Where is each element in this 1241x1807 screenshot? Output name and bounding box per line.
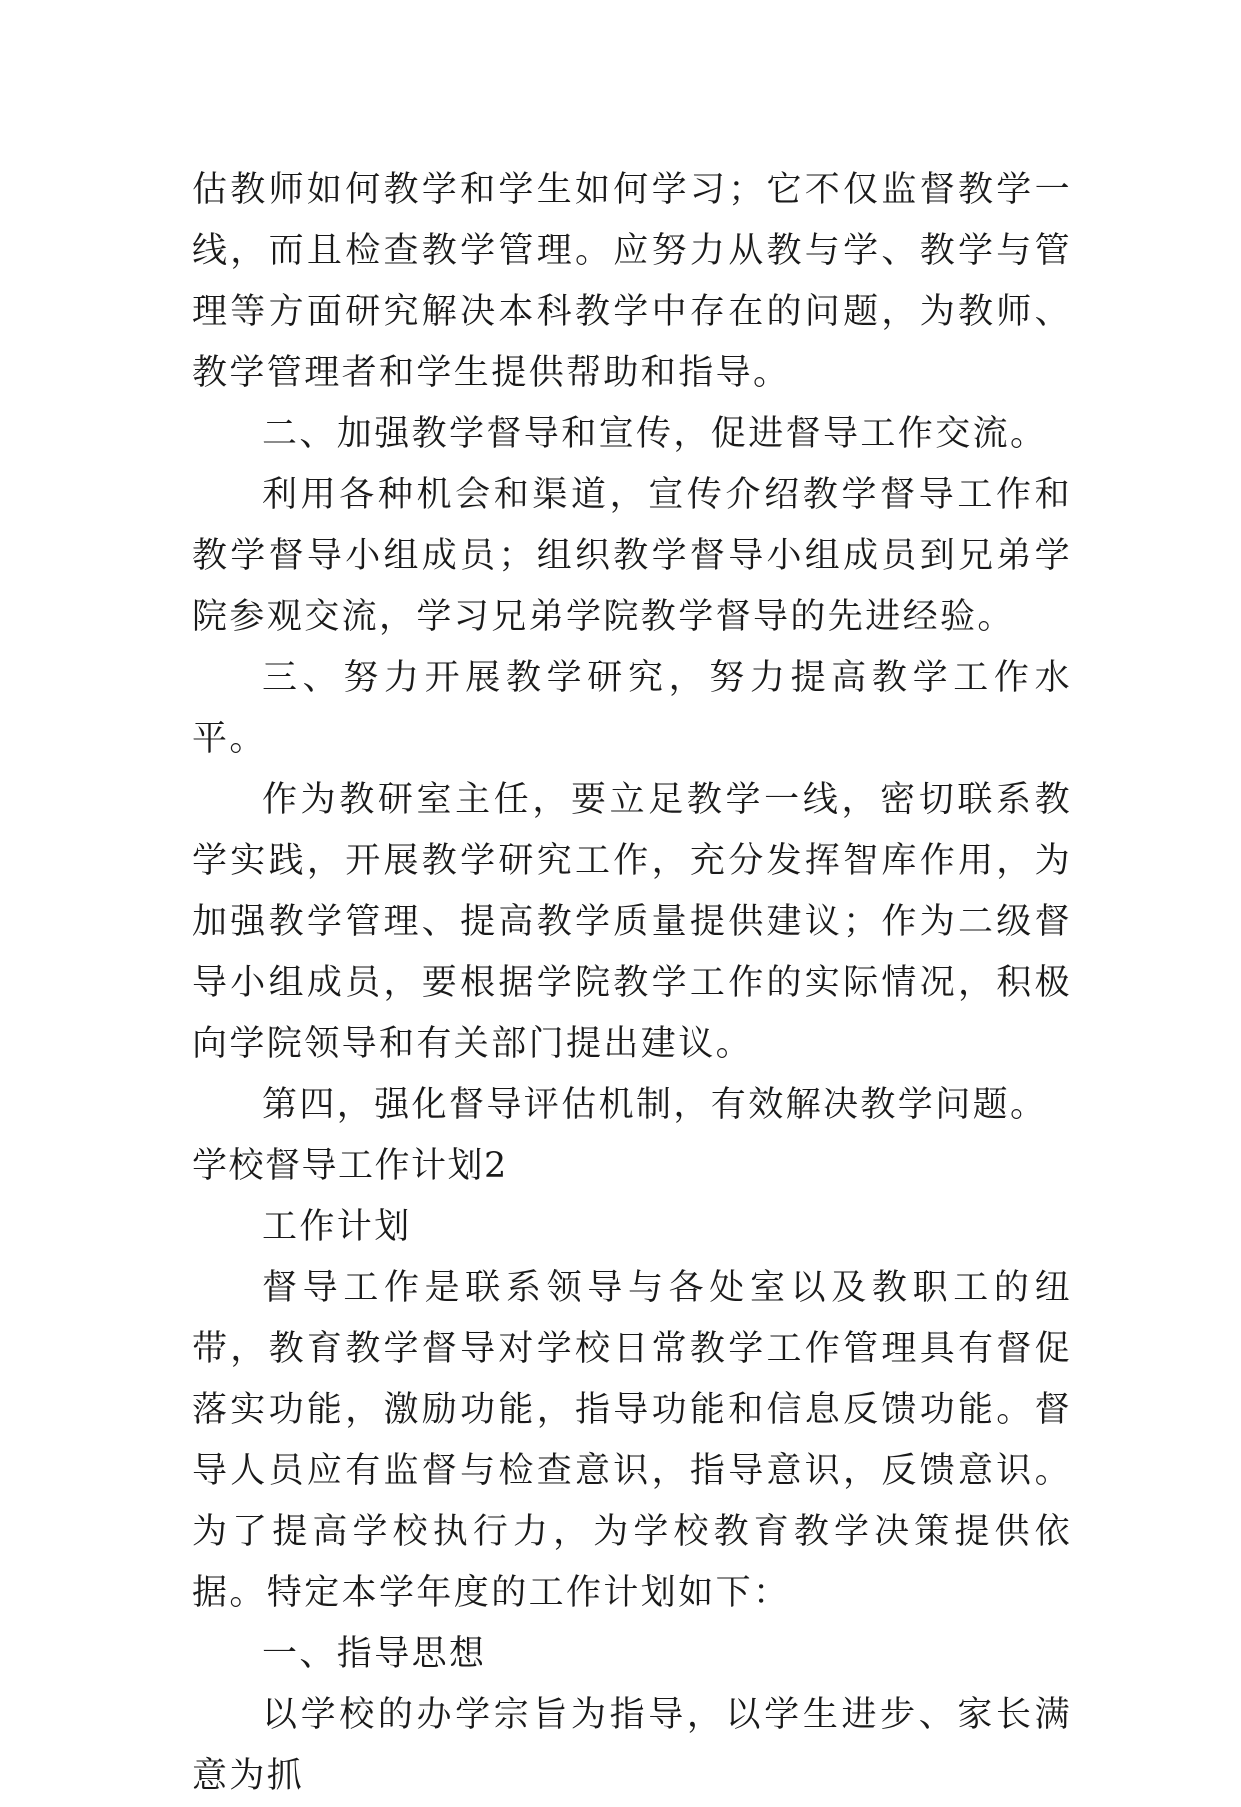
document-title: 学校督导工作计划2 [192,1146,508,1186]
paragraph-guiding-ideology: 以学校的办学宗旨为指导，以学生进步、家长满意为抓 [192,1695,1072,1796]
paragraph-continuation: 估教师如何教学和学生如何学习；它不仅监督教学一线，而且检查教学管理。应努力从教与学、教学与管理等方面研究解决本科教学中存在的问题，为教师、教学管理者和学生提供帮助和指导。 [192,170,1072,393]
paragraph-publicity: 利用各种机会和渠道，宣传介绍教学督导工作和教学督导小组成员；组织教学督导小组成员到兄弟学院参观交流，学习兄弟学院教学督导的先进经验。 [192,475,1072,637]
section-heading-two: 二、加强教学督导和宣传，促进督导工作交流。 [262,414,1048,454]
section-heading-guiding-ideology: 一、指导思想 [262,1634,487,1674]
section-heading-four: 第四，强化督导评估机制，有效解决教学问题。 [262,1085,1048,1125]
paragraph-research: 作为教研室主任，要立足教学一线，密切联系教学实践，开展教学研究工作，充分发挥智库作用，为加强教学管理、提高教学质量提供建议；作为二级督导小组成员，要根据学院教学工作的实际情况，积极向学院领导和有关部门提出建议。 [192,780,1072,1064]
section-heading-three: 三、努力开展教学研究，努力提高教学工作水平。 [192,658,1072,759]
document-body [192,160,1072,1807]
paragraph-intro: 督导工作是联系领导与各处室以及教职工的纽带，教育教学督导对学校日常教学工作管理具有督促落实功能，激励功能，指导功能和信息反馈功能。督导人员应有监督与检查意识，指导意识，反馈意识。为了提高学校执行力，为学校教育教学决策提供依据。特定本学年度的工作计划如下： [192,1268,1072,1613]
subtitle-work-plan: 工作计划 [262,1207,412,1247]
